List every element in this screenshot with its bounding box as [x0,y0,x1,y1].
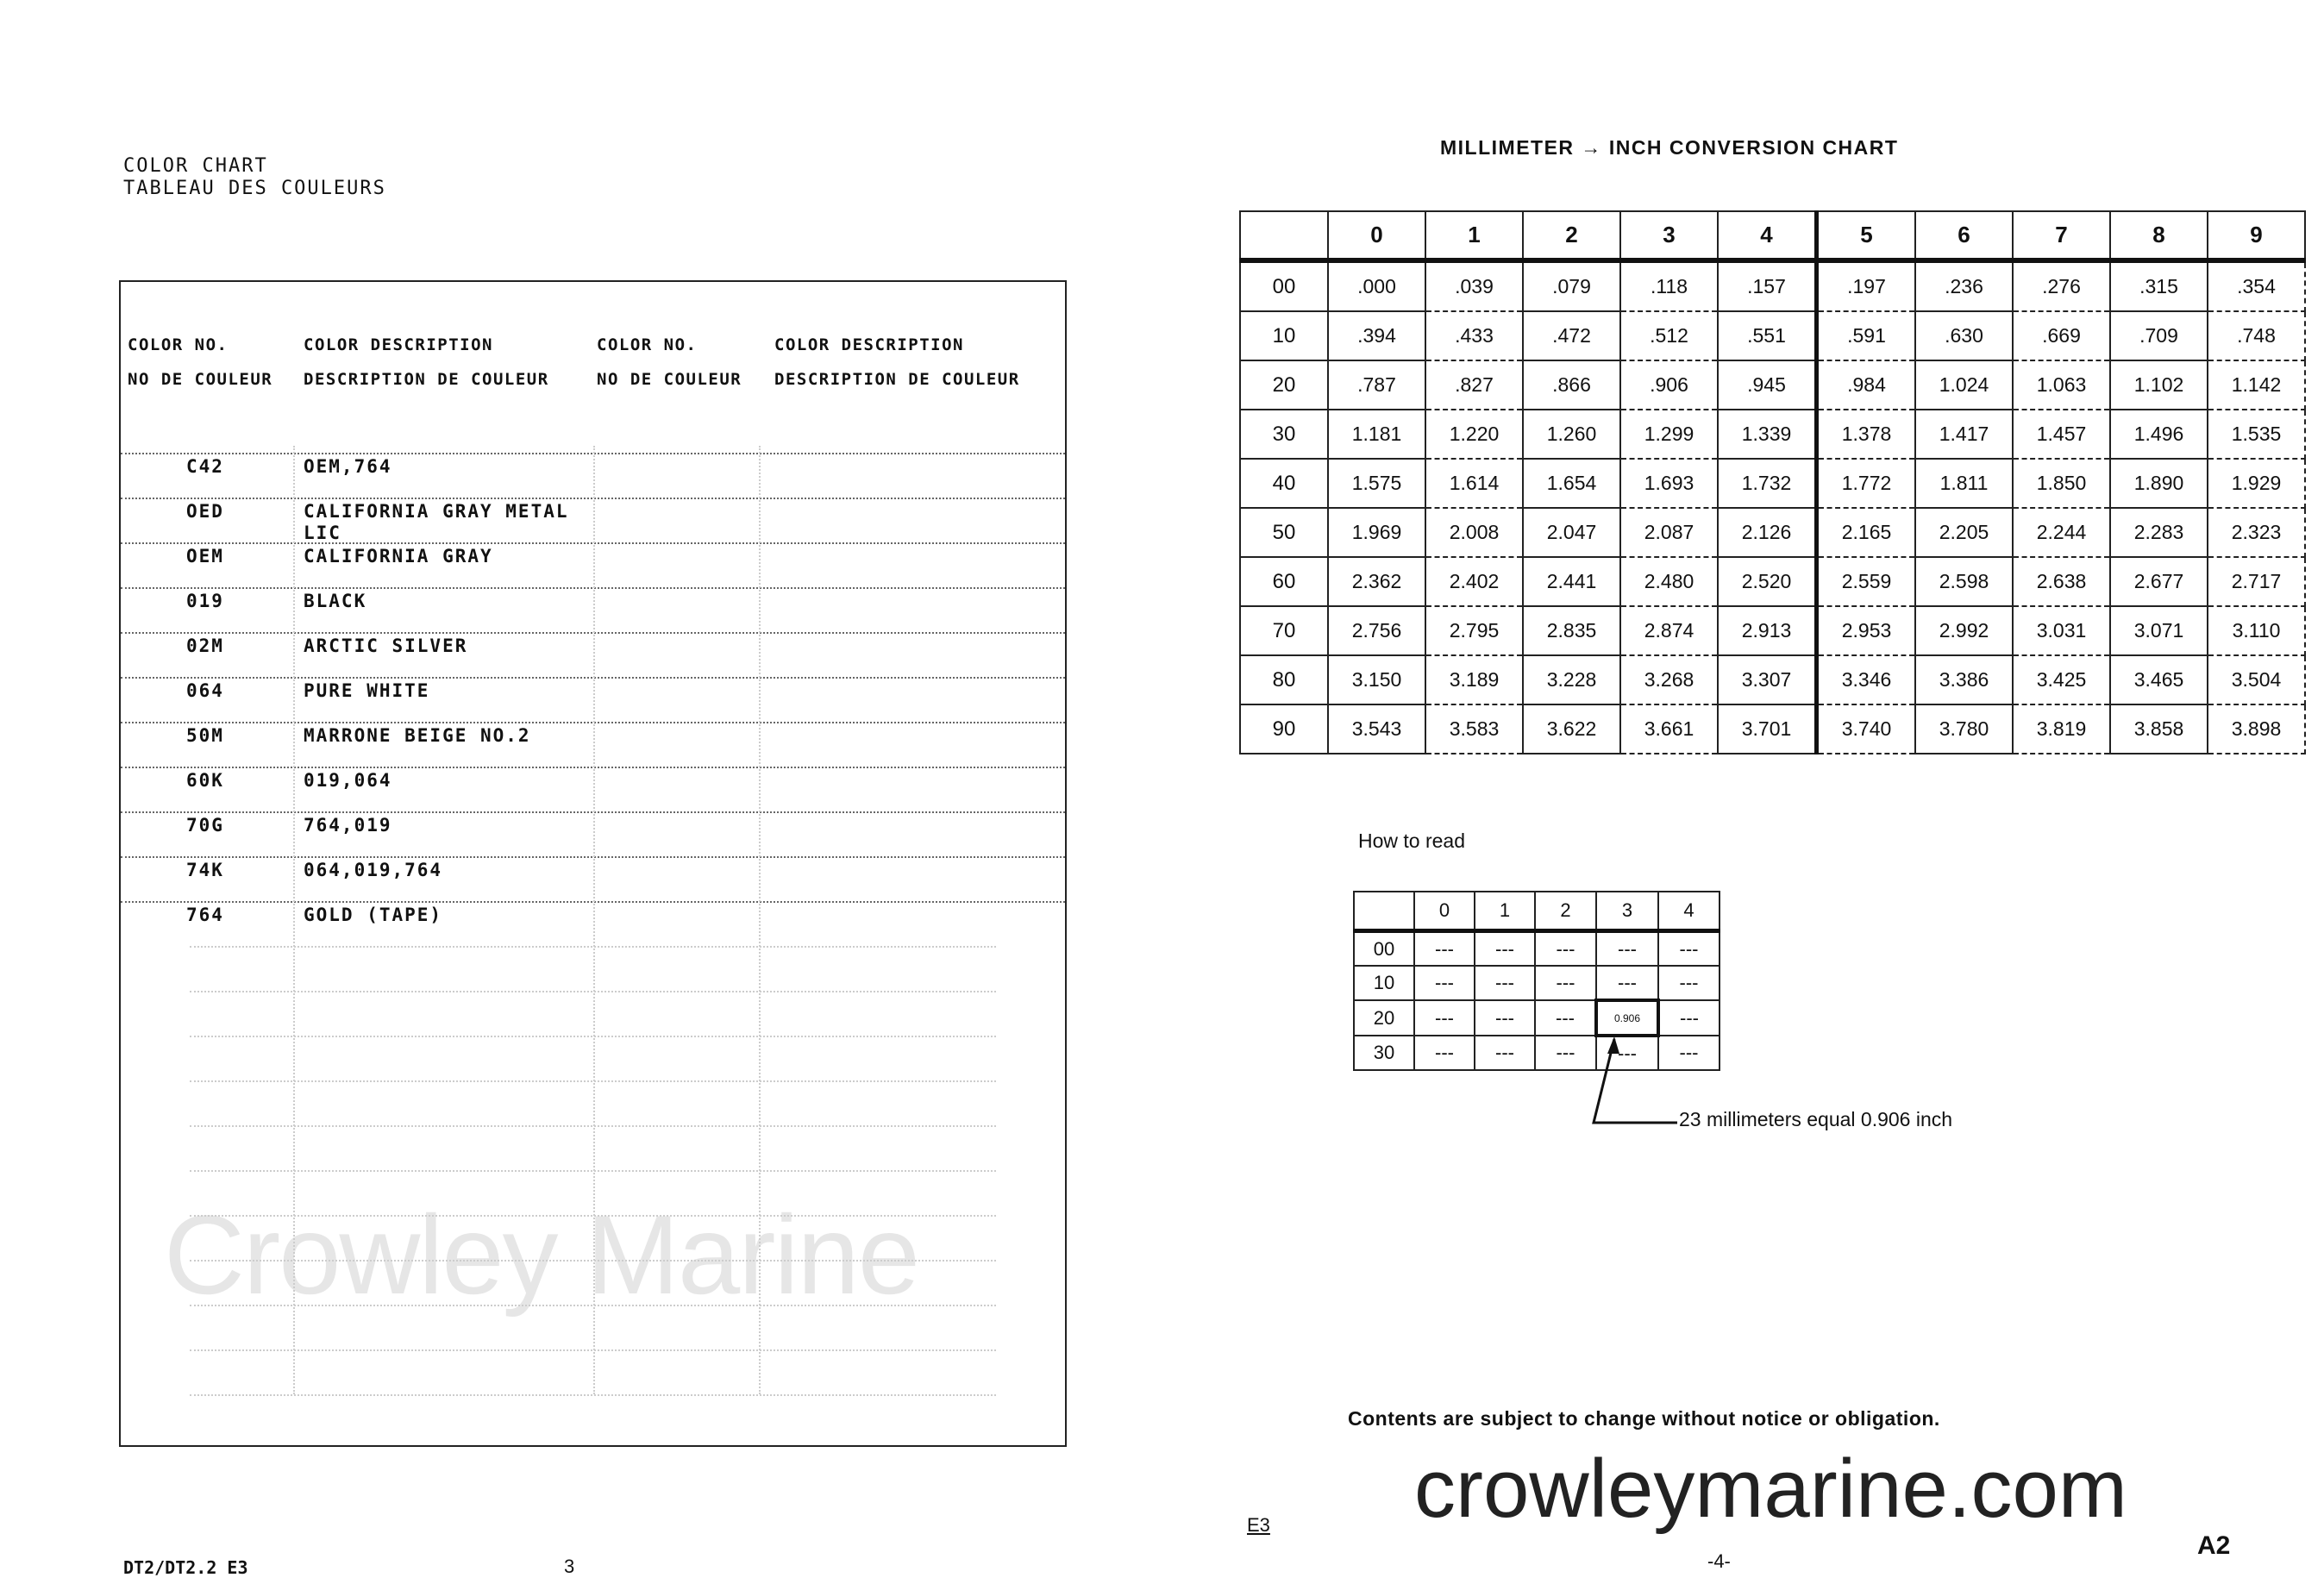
inch-value: 1.378 [1817,410,1916,459]
inch-value: 1.260 [1523,410,1620,459]
color-chart-title-en: COLOR CHART [123,155,268,177]
inch-value: .709 [2110,311,2208,360]
inch-value: .748 [2208,311,2305,360]
inch-value: 3.465 [2110,655,2208,704]
inch-value: 2.441 [1523,557,1620,606]
color-description: 764,019 [304,815,392,836]
inch-value: 2.362 [1328,557,1425,606]
column-header: 2 [1535,892,1596,931]
placeholder-value: --- [1596,931,1658,967]
placeholder-value: --- [1535,1000,1596,1036]
column-header: COLOR NO. [128,335,229,354]
inch-value: .512 [1620,311,1718,360]
row-header: 00 [1240,260,1328,311]
page-number-right: -4- [1707,1550,1731,1572]
placeholder-value: --- [1475,966,1535,1000]
placeholder-value: --- [1535,1036,1596,1070]
inch-value: 1.457 [2013,410,2110,459]
inch-value: .630 [1915,311,2013,360]
inch-value: 2.520 [1718,557,1817,606]
inch-value: 3.858 [2110,704,2208,754]
inch-value: 1.575 [1328,459,1425,508]
column-header: NO DE COULEUR [128,370,273,389]
inch-value: .866 [1523,360,1620,410]
column-header: 2 [1523,211,1620,260]
inch-value: .354 [2208,260,2305,311]
pointer-arrow-icon [1587,1035,1690,1130]
color-code: 764 [186,905,224,925]
inch-value: 1.890 [2110,459,2208,508]
inch-value: .591 [1817,311,1916,360]
page-code: A2 [2197,1531,2231,1560]
inch-value: 3.071 [2110,606,2208,655]
inch-value: 2.559 [1817,557,1916,606]
column-header: 3 [1596,892,1658,931]
row-header: 20 [1240,360,1328,410]
inch-value: 3.661 [1620,704,1718,754]
inch-value: 2.047 [1523,508,1620,557]
disclaimer-notice: Contents are subject to change without notice or obligation. [1348,1407,1940,1430]
placeholder-value: --- [1414,1036,1475,1070]
color-description: ARCTIC SILVER [304,635,468,656]
page-number-left: 3 [564,1556,575,1577]
row-header: 40 [1240,459,1328,508]
website-watermark[interactable]: crowleymarine.com [1414,1443,2127,1535]
inch-value: .551 [1718,311,1817,360]
placeholder-value: --- [1658,966,1720,1000]
inch-value: 1.614 [1425,459,1523,508]
inch-value: 3.543 [1328,704,1425,754]
corner-cell [1354,892,1414,931]
inch-value: .669 [2013,311,2110,360]
inch-value: 3.110 [2208,606,2305,655]
column-header: DESCRIPTION DE COULEUR [304,370,549,389]
color-description: GOLD (TAPE) [304,905,443,925]
inch-value: 3.386 [1915,655,2013,704]
column-header: 3 [1620,211,1718,260]
row-header: 30 [1240,410,1328,459]
inch-value: 1.772 [1817,459,1916,508]
row-header: 60 [1240,557,1328,606]
column-header: COLOR DESCRIPTION [304,335,493,354]
table-row [1240,508,2305,557]
inch-value: 1.811 [1915,459,2013,508]
inch-value: 1.220 [1425,410,1523,459]
color-chart-table [119,280,1067,1447]
inch-value: 2.756 [1328,606,1425,655]
inch-value: 3.701 [1718,704,1817,754]
column-header: COLOR NO. [597,335,698,354]
inch-value: 1.850 [2013,459,2110,508]
inch-value: 3.898 [2208,704,2305,754]
color-description: 019,064 [304,770,392,791]
inch-value: .039 [1425,260,1523,311]
inch-value: 1.181 [1328,410,1425,459]
placeholder-value: --- [1658,1000,1720,1036]
color-code: OED [186,501,224,522]
inch-value: 2.283 [2110,508,2208,557]
table-row [1240,410,2305,459]
inch-value: 2.598 [1915,557,2013,606]
inch-value: 1.929 [2208,459,2305,508]
inch-value: 3.228 [1523,655,1620,704]
inch-value: 1.142 [2208,360,2305,410]
color-description: BLACK [304,591,367,611]
inch-value: .787 [1328,360,1425,410]
inch-value: 2.677 [2110,557,2208,606]
inch-value: 2.205 [1915,508,2013,557]
inch-value: 3.307 [1718,655,1817,704]
column-header: 9 [2208,211,2305,260]
table-row [1354,966,1720,1000]
color-description: 064,019,764 [304,860,443,880]
column-header: 7 [2013,211,2110,260]
table-row [1240,704,2305,754]
inch-value: 3.819 [2013,704,2110,754]
footer-code-left: E3 [1247,1514,1270,1536]
inch-value: .984 [1817,360,1916,410]
color-description: CALIFORNIA GRAY METAL [304,501,569,522]
placeholder-value: --- [1414,966,1475,1000]
inch-value: 2.835 [1523,606,1620,655]
color-description-cont: LIC [304,523,341,543]
inch-value: 1.339 [1718,410,1817,459]
column-header: 6 [1915,211,2013,260]
header-row [1240,211,2305,260]
placeholder-value: --- [1414,1000,1475,1036]
inch-value: 3.150 [1328,655,1425,704]
column-header: 0 [1328,211,1425,260]
inch-value: 2.126 [1718,508,1817,557]
table-row [1240,311,2305,360]
inch-value: 3.425 [2013,655,2110,704]
placeholder-value: --- [1535,966,1596,1000]
inch-value: 2.913 [1718,606,1817,655]
color-description: MARRONE BEIGE NO.2 [304,725,531,746]
color-code: 74K [186,860,224,880]
inch-value: 1.417 [1915,410,2013,459]
inch-value: 2.008 [1425,508,1523,557]
inch-value: .197 [1817,260,1916,311]
table-row [1240,557,2305,606]
placeholder-value: --- [1414,931,1475,967]
inch-value: 1.496 [2110,410,2208,459]
color-chart-title [123,155,386,200]
column-header: 0 [1414,892,1475,931]
color-code: 70G [186,815,224,836]
inch-value: 3.189 [1425,655,1523,704]
inch-value: 1.063 [2013,360,2110,410]
inch-value: 2.795 [1425,606,1523,655]
inch-value: .276 [2013,260,2110,311]
inch-value: .472 [1523,311,1620,360]
column-divider [293,446,295,1394]
model-label: DT2/DT2.2 E3 [123,1557,248,1578]
inch-value: 2.992 [1915,606,2013,655]
row-header: 70 [1240,606,1328,655]
inch-value: 1.102 [2110,360,2208,410]
inch-value: .236 [1915,260,2013,311]
inch-value: 2.480 [1620,557,1718,606]
placeholder-value: --- [1658,931,1720,967]
inch-value: 2.323 [2208,508,2305,557]
color-code: 02M [186,635,224,656]
conversion-table [1239,210,2306,754]
row-header: 10 [1240,311,1328,360]
placeholder-value: --- [1475,1036,1535,1070]
color-description: OEM,764 [304,456,392,477]
inch-value: 3.346 [1817,655,1916,704]
inch-value: .315 [2110,260,2208,311]
inch-value: .394 [1328,311,1425,360]
color-code: OEM [186,546,224,567]
column-header: 4 [1718,211,1817,260]
inch-value: 1.969 [1328,508,1425,557]
row-header: 80 [1240,655,1328,704]
placeholder-value: --- [1535,931,1596,967]
column-header: NO DE COULEUR [597,370,742,389]
column-header: DESCRIPTION DE COULEUR [774,370,1020,389]
color-description: PURE WHITE [304,680,430,701]
inch-value: 3.268 [1620,655,1718,704]
inch-value: 2.402 [1425,557,1523,606]
row-header: 20 [1354,1000,1414,1036]
inch-value: 3.740 [1817,704,1916,754]
how-to-read-annotation: 23 millimeters equal 0.906 inch [1679,1108,1953,1130]
inch-value: 2.717 [2208,557,2305,606]
inch-value: .157 [1718,260,1817,311]
column-header: 4 [1658,892,1720,931]
row-divider [190,1394,996,1396]
column-header: 8 [2110,211,2208,260]
color-code: 60K [186,770,224,791]
inch-value: .906 [1620,360,1718,410]
inch-value: 2.244 [2013,508,2110,557]
header-row [1354,892,1720,931]
row-header: 10 [1354,966,1414,1000]
table-row [1240,655,2305,704]
color-code: C42 [186,456,224,477]
inch-value: 1.535 [2208,410,2305,459]
inch-value: 1.654 [1523,459,1620,508]
color-code: 50M [186,725,224,746]
table-row [1240,606,2305,655]
placeholder-value: --- [1475,931,1535,967]
table-row [1240,459,2305,508]
inch-value: 3.504 [2208,655,2305,704]
placeholder-value: --- [1658,1036,1720,1070]
placeholder-value: --- [1475,1000,1535,1036]
inch-value: 1.024 [1915,360,2013,410]
how-to-read-title: How to read [1358,830,1466,852]
table-row [1354,1000,1720,1036]
row-header: 50 [1240,508,1328,557]
inch-value: 2.874 [1620,606,1718,655]
color-code: 019 [186,591,224,611]
column-header: 1 [1425,211,1523,260]
inch-value: 3.780 [1915,704,2013,754]
inch-value: .079 [1523,260,1620,311]
column-header: 5 [1817,211,1916,260]
watermark: Crowley Marine [164,1192,919,1318]
table-row [1240,360,2305,410]
inch-value: 1.732 [1718,459,1817,508]
row-header: 30 [1354,1036,1414,1070]
inch-value: .945 [1718,360,1817,410]
table-row [1240,260,2305,311]
inch-value: 1.693 [1620,459,1718,508]
row-header: 90 [1240,704,1328,754]
inch-value: 3.031 [2013,606,2110,655]
inch-value: 2.953 [1817,606,1916,655]
table-row [1354,931,1720,967]
color-description: CALIFORNIA GRAY [304,546,493,567]
column-header: 1 [1475,892,1535,931]
inch-value: .000 [1328,260,1425,311]
corner-cell [1240,211,1328,260]
column-divider [593,446,595,1394]
inch-value: 3.622 [1523,704,1620,754]
column-header: COLOR DESCRIPTION [774,335,964,354]
inch-value: .118 [1620,260,1718,311]
inch-value: .827 [1425,360,1523,410]
inch-value: 2.087 [1620,508,1718,557]
placeholder-value: --- [1596,1036,1658,1070]
highlighted-value: 0.906 [1596,1000,1658,1036]
inch-value: 2.638 [2013,557,2110,606]
color-chart-title-fr: TABLEAU DES COULEURS [123,178,386,199]
conversion-chart-title: MILLIMETER → INCH CONVERSION CHART [1440,136,1899,159]
inch-value: 2.165 [1817,508,1916,557]
inch-value: .433 [1425,311,1523,360]
placeholder-value: --- [1596,966,1658,1000]
row-header: 00 [1354,931,1414,967]
color-code: 064 [186,680,224,701]
column-divider [759,446,761,1394]
inch-value: 3.583 [1425,704,1523,754]
inch-value: 1.299 [1620,410,1718,459]
